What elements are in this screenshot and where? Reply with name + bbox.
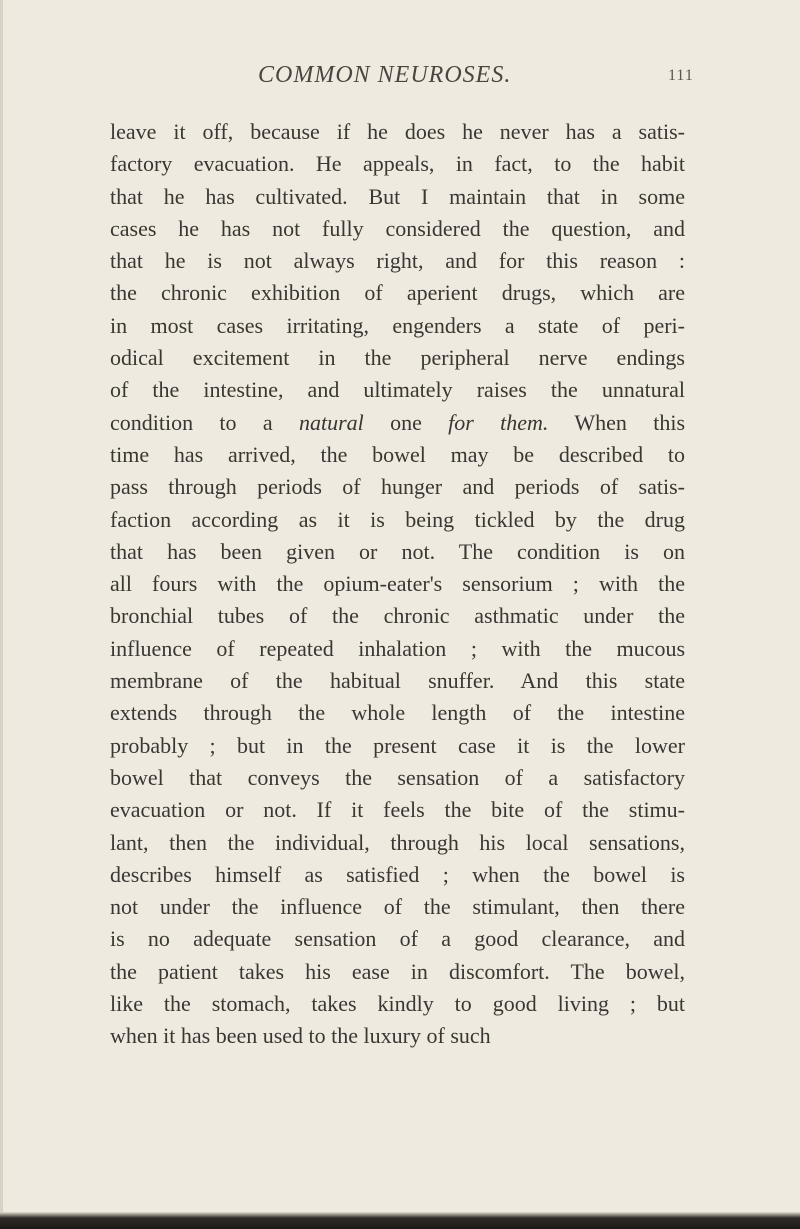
text-line: [110, 407, 685, 439]
text-run: one: [363, 409, 449, 435]
text-line: bronchial tubes of the chronic asthmatic under the: [110, 603, 685, 629]
text-line: faction according as it is being tickled by the drug: [110, 506, 685, 532]
italic-run: natural: [298, 409, 364, 435]
page-number: 111: [668, 67, 694, 84]
italic-run: for them.: [448, 409, 549, 435]
text-line: that has been given or not. The condition is on: [110, 538, 685, 564]
text-line: odical excitement in the peripheral nerve endings: [110, 345, 685, 371]
running-title: COMMON NEUROSES.: [258, 62, 512, 88]
text-line: is no adequate sensation of a good clearance, and: [110, 926, 685, 952]
text-line: in most cases irritating, engenders a state of peri-: [110, 312, 685, 338]
text-line: the chronic exhibition of aperient drugs, which are: [110, 280, 685, 306]
text-line: pass through periods of hunger and periods of satis-: [110, 474, 685, 500]
text-line: the patient takes his ease in discomfort. The bowel,: [110, 958, 685, 984]
text-line: membrane of the habitual snuffer. And this state: [110, 668, 685, 694]
text-run: When this: [548, 409, 685, 435]
text-line: describes himself as satisfied ; when the bowel is: [110, 861, 685, 887]
running-head: [0, 60, 800, 90]
text-line: when it has been used to the luxury of such: [110, 1023, 491, 1049]
text-line: time has arrived, the bowel may be described to: [110, 441, 685, 467]
text-line: cases he has not fully considered the question, and: [110, 215, 685, 241]
text-line: like the stomach, takes kindly to good living ; but: [110, 991, 685, 1017]
text-line: evacuation or not. If it feels the bite of the stimu-: [110, 797, 685, 823]
text-line: all fours with the opium-eater's sensorium ; with the: [110, 571, 685, 597]
text-line: influence of repeated inhalation ; with the mucous: [110, 635, 685, 661]
page-edge-shadow: [0, 0, 3, 1229]
text-run: condition to a: [110, 409, 299, 435]
text-line: not under the influence of the stimulant, then there: [110, 894, 685, 920]
text-line: factory evacuation. He appeals, in fact, to the habit: [110, 151, 685, 177]
text-line: leave it off, because if he does he never has a satis-: [110, 119, 685, 144]
text-line: bowel that conveys the sensation of a satisfactory: [110, 764, 685, 790]
body-text: [110, 116, 685, 1053]
text-line: extends through the whole length of the intestine: [110, 700, 685, 726]
text-line: of the intestine, and ultimately raises the unnatural: [110, 377, 685, 403]
text-line: probably ; but in the present case it is the lower: [110, 732, 685, 758]
page-bottom-edge: [0, 1212, 800, 1229]
text-line: lant, then the individual, through his local sensations,: [110, 829, 685, 855]
text-line: that he is not always right, and for this reason :: [110, 248, 685, 274]
text-line: that he has cultivated. But I maintain that in some: [110, 183, 685, 209]
